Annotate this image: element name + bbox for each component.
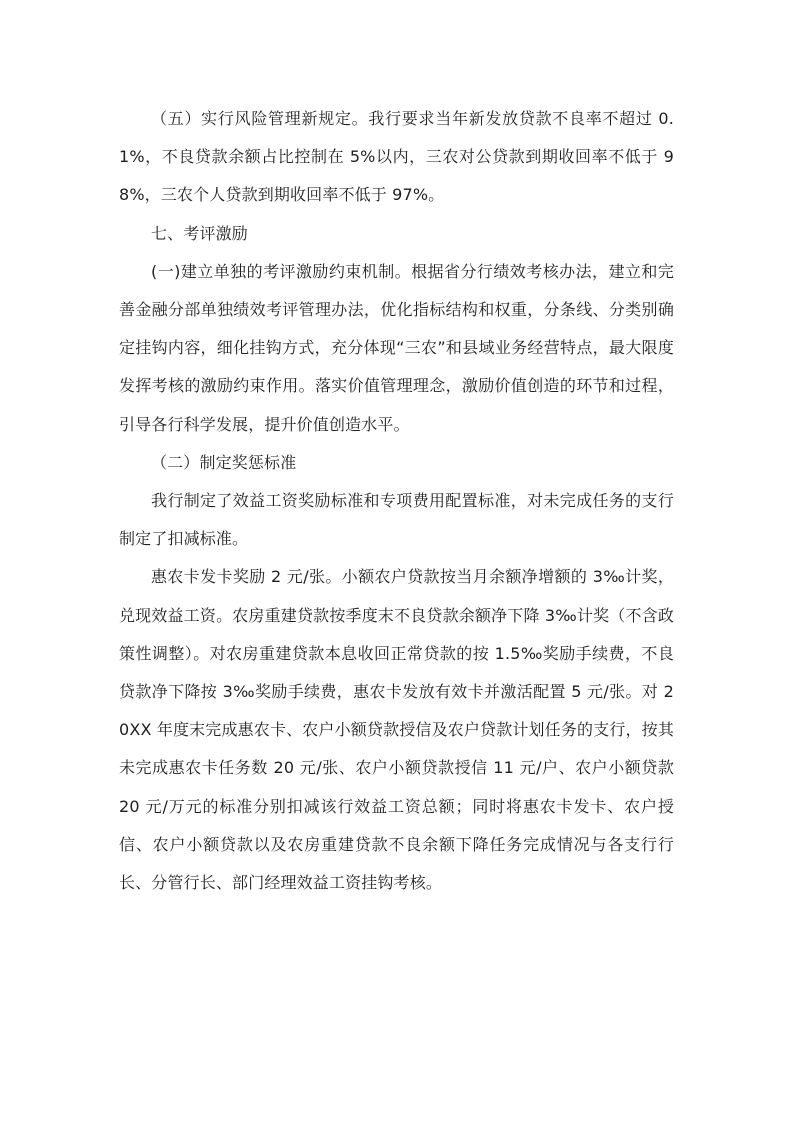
paragraph-incentive-mechanism: (一)建立单独的考评激励约束机制。根据省分行绩效考核办法，建立和完善金融分部单独绩效考评管理办法，优化指标结构和权重，分条线、分类别确定挂钩内容，细化挂钩方式，充分体现“三农”和县域业务经营特点，最大限度发挥考核的激励约束作用。落实价值管理理念，激励价值创造的环节和过程，引导各行科学发展，提升价值创造水平。 [119,261,674,434]
document-body [119,100,674,902]
subsection-heading-reward-standards: （二）制定奖惩标准 [151,452,297,472]
paragraph-risk-management: （五）实行风险管理新规定。我行要求当年新发放贷款不良率不超过 0.1%，不良贷款余额占比控制在 5%以内，三农对公贷款到期收回率不低于 98%，三农个人贷款到期收回率不低于 97%。 [119,109,674,205]
paragraph-reward-details: 惠农卡发卡奖励 2 元/张。小额农户贷款按当月余额净增额的 3‰计奖，兑现效益工资。农房重建贷款按季度末不良贷款余额净下降 3‰计奖（不含政策性调整）。对农房重建贷款本息收回正常贷款的按 1.5‰奖励手续费，不良贷款净下降按 3‰奖励手续费，惠农卡发放有效卡并激活配置 5 元/张。对 20XX 年度末完成惠农卡、农户小额贷款授信及农户贷款计划任务的支行，按其未完成惠农卡任务数 20 元/张、农户小额贷款授信 11 元/户、农户小额贷款 20 元/万元的标准分别扣减该行效益工资总额；同时将惠农卡发卡、农户授信、农户小额贷款以及农房重建贷款不良余额下降任务完成情况与各支行行长、分管行长、部门经理效益工资挂钩考核。 [119,567,674,893]
paragraph-reward-standards-intro: 我行制定了效益工资奖励标准和专项费用配置标准，对未完成任务的支行制定了扣减标准。 [119,491,674,549]
section-heading-evaluation-incentive: 七、考评激励 [151,223,248,243]
